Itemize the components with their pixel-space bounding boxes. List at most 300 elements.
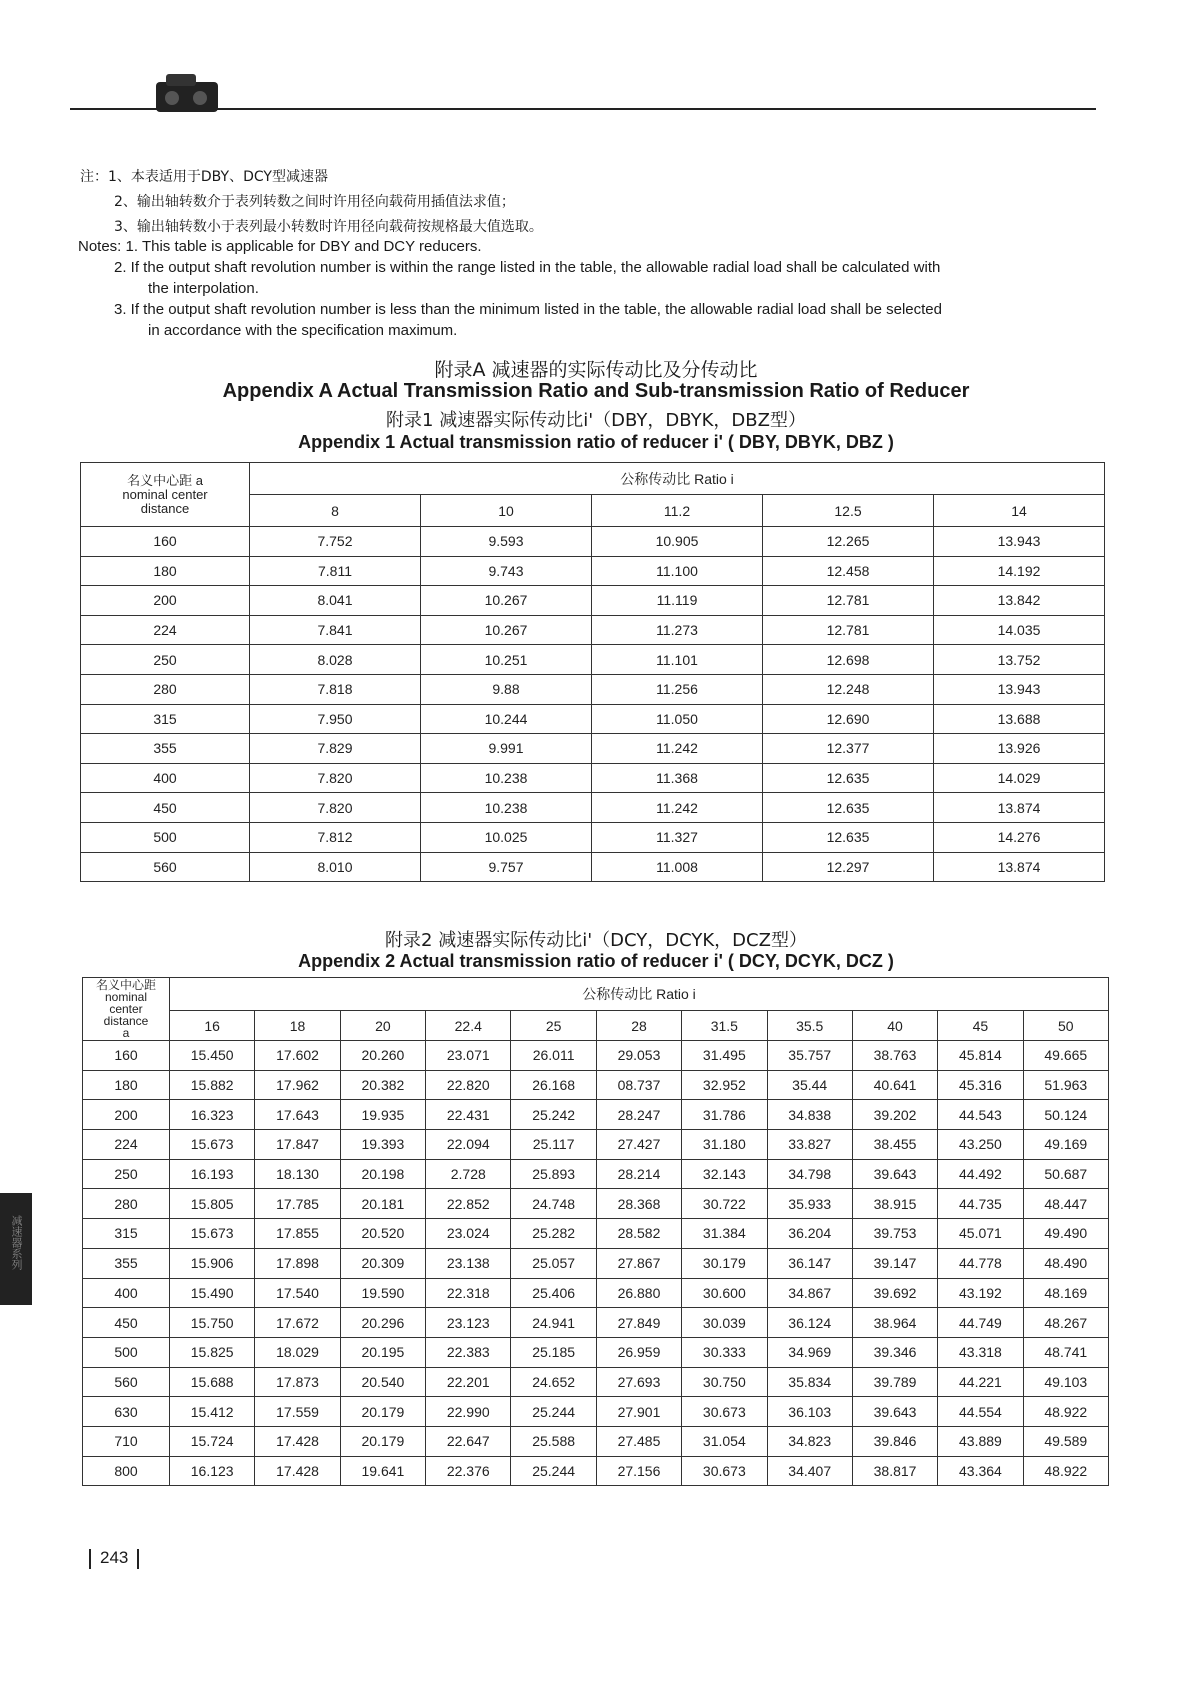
row-header-line: nominal center [122, 486, 208, 502]
ratio-cell: 15.412 [170, 1397, 255, 1427]
ratio-cell: 48.741 [1023, 1337, 1108, 1367]
ratio-cell: 33.827 [767, 1130, 852, 1160]
page-number [80, 1548, 148, 1569]
ratio-cell: 24.748 [511, 1189, 596, 1219]
ratio-cell: 18.130 [255, 1159, 340, 1189]
ratio-cell: 49.103 [1023, 1367, 1108, 1397]
ratio-cell: 22.376 [426, 1456, 511, 1486]
center-distance-cell: 710 [83, 1426, 170, 1456]
ratio-cell: 20.195 [340, 1337, 425, 1367]
ratio-cell: 8.010 [250, 852, 421, 882]
ratio-cell: 49.589 [1023, 1426, 1108, 1456]
ratio-cell: 31.786 [682, 1100, 767, 1130]
center-distance-cell: 500 [83, 1337, 170, 1367]
center-distance-cell: 500 [81, 822, 250, 852]
table-row [83, 1130, 1109, 1160]
ratio-cell: 12.635 [763, 822, 934, 852]
header-rule [70, 108, 1096, 110]
ratio-cell: 11.368 [592, 763, 763, 793]
ratio-cell: 27.849 [596, 1308, 681, 1338]
notes-en [78, 236, 1098, 341]
ratio-cell: 17.643 [255, 1100, 340, 1130]
appendix2-title-cn: 附录2 减速器实际传动比i'（DCY，DCYK，DCZ型） [385, 930, 807, 951]
ratio-cell: 13.874 [934, 852, 1105, 882]
center-distance-cell: 400 [81, 763, 250, 793]
ratio-cell: 31.495 [682, 1041, 767, 1071]
ratio-header: 公称传动比 Ratio i [250, 463, 1105, 495]
ratio-cell: 10.905 [592, 527, 763, 557]
table-row [83, 1100, 1109, 1130]
ratio-cell: 20.309 [340, 1248, 425, 1278]
center-distance-cell: 800 [83, 1456, 170, 1486]
center-distance-cell: 200 [83, 1100, 170, 1130]
ratio-cell: 49.665 [1023, 1041, 1108, 1071]
ratio-cell: 12.248 [763, 674, 934, 704]
ratio-cell: 08.737 [596, 1070, 681, 1100]
ratio-cell: 38.763 [852, 1041, 937, 1071]
page-number-text: 243 [100, 1548, 129, 1567]
ratio-cell: 29.053 [596, 1041, 681, 1071]
ratio-cell: 16.123 [170, 1456, 255, 1486]
table-row [81, 615, 1105, 645]
ratio-cell: 22.852 [426, 1189, 511, 1219]
ratio-cell: 25.057 [511, 1248, 596, 1278]
ratio-cell: 13.943 [934, 674, 1105, 704]
ratio-cell: 17.559 [255, 1397, 340, 1427]
appendix-a-title-en: Appendix A Actual Transmission Ratio and Sub-transmission Ratio of Reducer [222, 380, 970, 402]
ratio-cell: 11.100 [592, 556, 763, 586]
notes-en-item: 1. This table is applicable for DBY and DCY reducers. [125, 238, 482, 255]
ratio-cell: 31.384 [682, 1219, 767, 1249]
ratio-cell: 10.238 [421, 763, 592, 793]
ratio-cell: 28.214 [596, 1159, 681, 1189]
ratio-cell: 20.181 [340, 1189, 425, 1219]
page-number-bar [137, 1549, 139, 1569]
notes-en-item: 2. If the output shaft revolution number is within the range listed in the table, the allowable radial load shall be calculated with [114, 259, 941, 276]
ratio-cell: 23.024 [426, 1219, 511, 1249]
ratio-cell: 10.267 [421, 615, 592, 645]
ratio-cell: 11.327 [592, 822, 763, 852]
ratio-cell: 17.785 [255, 1189, 340, 1219]
ratio-cell: 19.935 [340, 1100, 425, 1130]
ratio-cell: 12.781 [763, 586, 934, 616]
ratio-cell: 20.520 [340, 1219, 425, 1249]
ratio-cell: 50.687 [1023, 1159, 1108, 1189]
column-header: 8 [250, 495, 421, 527]
ratio-cell: 35.834 [767, 1367, 852, 1397]
ratio-cell: 39.346 [852, 1337, 937, 1367]
ratio-cell: 24.652 [511, 1367, 596, 1397]
ratio-cell: 9.991 [421, 734, 592, 764]
ratio-cell: 34.867 [767, 1278, 852, 1308]
ratio-cell: 15.906 [170, 1248, 255, 1278]
table-row [81, 674, 1105, 704]
ratio-cell: 40.641 [852, 1070, 937, 1100]
ratio-cell: 45.071 [938, 1219, 1023, 1249]
ratio-cell: 44.735 [938, 1189, 1023, 1219]
ratio-cell: 27.156 [596, 1456, 681, 1486]
column-header: 35.5 [767, 1011, 852, 1041]
row-header-line: 名义中心距 [95, 978, 156, 992]
ratio-cell: 14.276 [934, 822, 1105, 852]
ratio-cell: 11.119 [592, 586, 763, 616]
center-distance-cell: 560 [81, 852, 250, 882]
ratio-cell: 13.752 [934, 645, 1105, 675]
ratio-cell: 8.028 [250, 645, 421, 675]
notes-cn-prefix: 注： [80, 169, 108, 185]
column-header: 25 [511, 1011, 596, 1041]
ratio-cell: 44.221 [938, 1367, 1023, 1397]
ratio-cell: 19.393 [340, 1130, 425, 1160]
ratio-cell: 24.941 [511, 1308, 596, 1338]
ratio-cell: 43.364 [938, 1456, 1023, 1486]
ratio-cell: 11.008 [592, 852, 763, 882]
center-distance-cell: 250 [81, 645, 250, 675]
ratio-cell: 9.88 [421, 674, 592, 704]
ratio-cell: 34.407 [767, 1456, 852, 1486]
ratio-cell: 18.029 [255, 1337, 340, 1367]
ratio-cell: 12.635 [763, 793, 934, 823]
table-row [81, 527, 1105, 557]
table-row [83, 1070, 1109, 1100]
ratio-cell: 39.202 [852, 1100, 937, 1130]
ratio-cell: 23.123 [426, 1308, 511, 1338]
ratio-cell: 48.922 [1023, 1456, 1108, 1486]
ratio-cell: 7.820 [250, 763, 421, 793]
table-row [81, 556, 1105, 586]
ratio-cell: 28.582 [596, 1219, 681, 1249]
ratio-cell: 17.428 [255, 1426, 340, 1456]
ratio-cell: 22.201 [426, 1367, 511, 1397]
ratio-cell: 7.752 [250, 527, 421, 557]
ratio-cell: 27.867 [596, 1248, 681, 1278]
ratio-cell: 9.593 [421, 527, 592, 557]
notes-en-prefix: Notes: [78, 238, 122, 255]
ratio-cell: 25.242 [511, 1100, 596, 1130]
ratio-cell: 25.893 [511, 1159, 596, 1189]
ratio-cell: 30.179 [682, 1248, 767, 1278]
ratio-cell: 17.898 [255, 1248, 340, 1278]
column-header: 10 [421, 495, 592, 527]
ratio-cell: 15.882 [170, 1070, 255, 1100]
ratio-cell: 39.147 [852, 1248, 937, 1278]
ratio-cell: 43.250 [938, 1130, 1023, 1160]
ratio-cell: 12.458 [763, 556, 934, 586]
ratio-cell: 11.242 [592, 793, 763, 823]
ratio-cell: 10.238 [421, 793, 592, 823]
ratio-cell: 25.282 [511, 1219, 596, 1249]
ratio-cell: 25.117 [511, 1130, 596, 1160]
row-header-line: center [109, 1002, 143, 1016]
ratio-cell: 10.251 [421, 645, 592, 675]
center-distance-cell: 400 [83, 1278, 170, 1308]
table-row [83, 1041, 1109, 1071]
ratio-cell: 30.673 [682, 1397, 767, 1427]
table-row [81, 586, 1105, 616]
ratio-cell: 10.244 [421, 704, 592, 734]
table-row [83, 1248, 1109, 1278]
table-row [83, 1308, 1109, 1338]
ratio-cell: 34.823 [767, 1426, 852, 1456]
ratio-cell: 23.138 [426, 1248, 511, 1278]
row-header-cell [81, 463, 250, 527]
center-distance-cell: 355 [83, 1248, 170, 1278]
ratio-cell: 38.455 [852, 1130, 937, 1160]
ratio-cell: 36.124 [767, 1308, 852, 1338]
ratio-cell: 48.447 [1023, 1189, 1108, 1219]
ratio-cell: 17.428 [255, 1456, 340, 1486]
ratio-cell: 30.750 [682, 1367, 767, 1397]
ratio-cell: 13.842 [934, 586, 1105, 616]
side-tab [0, 1193, 32, 1305]
ratio-cell: 48.267 [1023, 1308, 1108, 1338]
center-distance-cell: 450 [81, 793, 250, 823]
ratio-cell: 20.260 [340, 1041, 425, 1071]
table-row [83, 1397, 1109, 1427]
ratio-cell: 27.427 [596, 1130, 681, 1160]
ratio-cell: 34.969 [767, 1337, 852, 1367]
column-header: 31.5 [682, 1011, 767, 1041]
table-row [81, 645, 1105, 675]
ratio-cell: 44.492 [938, 1159, 1023, 1189]
ratio-cell: 17.873 [255, 1367, 340, 1397]
column-header-row [83, 1011, 1109, 1041]
ratio-cell: 13.943 [934, 527, 1105, 557]
ratio-cell: 30.333 [682, 1337, 767, 1367]
row-header-line: a [122, 1026, 130, 1040]
ratio-cell: 15.825 [170, 1337, 255, 1367]
row-header-line: 名义中心距 a [127, 472, 203, 488]
row-header-line: distance [103, 1014, 149, 1028]
ratio-cell: 39.789 [852, 1367, 937, 1397]
ratio-cell: 16.323 [170, 1100, 255, 1130]
ratio-cell: 17.540 [255, 1278, 340, 1308]
notes-en-item-cont: the interpolation. [148, 280, 259, 297]
ratio-cell: 20.198 [340, 1159, 425, 1189]
ratio-cell: 28.368 [596, 1189, 681, 1219]
center-distance-cell: 224 [83, 1130, 170, 1160]
ratio-cell: 48.169 [1023, 1278, 1108, 1308]
ratio-cell: 12.781 [763, 615, 934, 645]
center-distance-cell: 355 [81, 734, 250, 764]
ratio-cell: 49.490 [1023, 1219, 1108, 1249]
ratio-cell: 39.753 [852, 1219, 937, 1249]
ratio-cell: 32.952 [682, 1070, 767, 1100]
ratio-cell: 13.688 [934, 704, 1105, 734]
appendix2-table [82, 977, 1109, 1486]
ratio-cell: 44.554 [938, 1397, 1023, 1427]
center-distance-cell: 315 [83, 1219, 170, 1249]
column-header: 20 [340, 1011, 425, 1041]
ratio-cell: 39.692 [852, 1278, 937, 1308]
ratio-cell: 15.673 [170, 1219, 255, 1249]
notes-en-item-cont: in accordance with the specification maximum. [148, 322, 458, 339]
center-distance-cell: 315 [81, 704, 250, 734]
column-header: 50 [1023, 1011, 1108, 1041]
ratio-cell: 11.242 [592, 734, 763, 764]
ratio-cell: 27.485 [596, 1426, 681, 1456]
ratio-cell: 11.273 [592, 615, 763, 645]
ratio-cell: 27.693 [596, 1367, 681, 1397]
notes-cn-item: 1、本表适用于DBY、DCY型减速器 [108, 169, 328, 185]
table-row [83, 1159, 1109, 1189]
ratio-cell: 7.841 [250, 615, 421, 645]
ratio-cell: 44.778 [938, 1248, 1023, 1278]
column-header: 22.4 [426, 1011, 511, 1041]
page-number-bar [89, 1549, 91, 1569]
ratio-cell: 26.168 [511, 1070, 596, 1100]
ratio-cell: 13.926 [934, 734, 1105, 764]
ratio-cell: 22.383 [426, 1337, 511, 1367]
ratio-cell: 22.094 [426, 1130, 511, 1160]
ratio-cell: 12.265 [763, 527, 934, 557]
ratio-cell: 26.011 [511, 1041, 596, 1071]
ratio-cell: 44.749 [938, 1308, 1023, 1338]
center-distance-cell: 630 [83, 1397, 170, 1427]
ratio-cell: 28.247 [596, 1100, 681, 1130]
ratio-cell: 15.688 [170, 1367, 255, 1397]
ratio-cell: 11.101 [592, 645, 763, 675]
ratio-cell: 14.035 [934, 615, 1105, 645]
appendix1-title-cn: 附录1 减速器实际传动比i'（DBY，DBYK，DBZ型） [386, 410, 806, 431]
ratio-cell: 17.855 [255, 1219, 340, 1249]
table-row [83, 1367, 1109, 1397]
ratio-cell: 10.267 [421, 586, 592, 616]
row-header-cell [83, 978, 170, 1041]
ratio-cell: 11.256 [592, 674, 763, 704]
center-distance-cell: 280 [81, 674, 250, 704]
ratio-cell: 15.750 [170, 1308, 255, 1338]
table-row [81, 704, 1105, 734]
table-row [83, 1219, 1109, 1249]
center-distance-cell: 450 [83, 1308, 170, 1338]
ratio-cell: 15.724 [170, 1426, 255, 1456]
notes-cn-item: 3、输出轴转数小于表列最小转数时许用径向载荷按规格最大值选取。 [114, 219, 543, 235]
center-distance-cell: 224 [81, 615, 250, 645]
ratio-cell: 25.406 [511, 1278, 596, 1308]
ratio-cell: 2.728 [426, 1159, 511, 1189]
ratio-cell: 12.698 [763, 645, 934, 675]
appendix-a-title-cn: 附录A 减速器的实际传动比及分传动比 [434, 359, 758, 381]
ratio-cell: 38.915 [852, 1189, 937, 1219]
ratio-cell: 34.838 [767, 1100, 852, 1130]
table-row [83, 1189, 1109, 1219]
ratio-cell: 35.44 [767, 1070, 852, 1100]
ratio-cell: 44.543 [938, 1100, 1023, 1130]
ratio-cell: 22.647 [426, 1426, 511, 1456]
ratio-cell: 20.179 [340, 1426, 425, 1456]
ratio-cell: 20.179 [340, 1397, 425, 1427]
ratio-cell: 36.204 [767, 1219, 852, 1249]
center-distance-cell: 250 [83, 1159, 170, 1189]
ratio-cell: 34.798 [767, 1159, 852, 1189]
ratio-cell: 25.244 [511, 1397, 596, 1427]
ratio-cell: 7.818 [250, 674, 421, 704]
ratio-cell: 7.811 [250, 556, 421, 586]
ratio-cell: 27.901 [596, 1397, 681, 1427]
ratio-cell: 22.318 [426, 1278, 511, 1308]
appendix1-table [80, 462, 1105, 882]
notes-cn [80, 165, 543, 240]
ratio-cell: 10.025 [421, 822, 592, 852]
ratio-cell: 9.743 [421, 556, 592, 586]
notes-en-item: 3. If the output shaft revolution number is less than the minimum listed in the table, the allowable radial load shall be selected [114, 301, 942, 318]
table-row [81, 852, 1105, 882]
ratio-cell: 26.959 [596, 1337, 681, 1367]
ratio-cell: 43.192 [938, 1278, 1023, 1308]
column-header: 12.5 [763, 495, 934, 527]
ratio-cell: 20.296 [340, 1308, 425, 1338]
table-row [81, 822, 1105, 852]
ratio-cell: 31.054 [682, 1426, 767, 1456]
ratio-cell: 7.829 [250, 734, 421, 764]
ratio-cell: 16.193 [170, 1159, 255, 1189]
ratio-cell: 22.820 [426, 1070, 511, 1100]
ratio-cell: 7.950 [250, 704, 421, 734]
ratio-cell: 30.600 [682, 1278, 767, 1308]
ratio-cell: 25.185 [511, 1337, 596, 1367]
table-row [83, 1426, 1109, 1456]
center-distance-cell: 200 [81, 586, 250, 616]
row-header-line: distance [140, 500, 190, 516]
ratio-cell: 32.143 [682, 1159, 767, 1189]
ratio-cell: 11.050 [592, 704, 763, 734]
ratio-cell: 14.029 [934, 763, 1105, 793]
ratio-cell: 30.039 [682, 1308, 767, 1338]
ratio-cell: 15.490 [170, 1278, 255, 1308]
ratio-cell: 23.071 [426, 1041, 511, 1071]
column-header: 16 [170, 1011, 255, 1041]
ratio-cell: 43.318 [938, 1337, 1023, 1367]
center-distance-cell: 180 [81, 556, 250, 586]
ratio-cell: 36.147 [767, 1248, 852, 1278]
ratio-cell: 39.643 [852, 1159, 937, 1189]
column-header: 14 [934, 495, 1105, 527]
ratio-cell: 17.602 [255, 1041, 340, 1071]
ratio-cell: 17.672 [255, 1308, 340, 1338]
ratio-cell: 43.889 [938, 1426, 1023, 1456]
table-row [81, 793, 1105, 823]
ratio-cell: 12.635 [763, 763, 934, 793]
appendix2-title-en: Appendix 2 Actual transmission ratio of reducer i' ( DCY, DCYK, DCZ ) [298, 951, 894, 971]
ratio-cell: 7.820 [250, 793, 421, 823]
table-row [83, 1278, 1109, 1308]
ratio-cell: 31.180 [682, 1130, 767, 1160]
ratio-cell: 50.124 [1023, 1100, 1108, 1130]
ratio-cell: 39.846 [852, 1426, 937, 1456]
ratio-cell: 12.297 [763, 852, 934, 882]
column-header: 11.2 [592, 495, 763, 527]
side-tab-label: 减速器系列 [10, 1215, 23, 1270]
column-header: 45 [938, 1011, 1023, 1041]
ratio-cell: 8.041 [250, 586, 421, 616]
ratio-cell: 19.641 [340, 1456, 425, 1486]
column-header: 28 [596, 1011, 681, 1041]
ratio-cell: 38.817 [852, 1456, 937, 1486]
ratio-cell: 25.588 [511, 1426, 596, 1456]
ratio-cell: 48.490 [1023, 1248, 1108, 1278]
ratio-cell: 12.690 [763, 704, 934, 734]
ratio-cell: 36.103 [767, 1397, 852, 1427]
ratio-cell: 17.847 [255, 1130, 340, 1160]
ratio-cell: 49.169 [1023, 1130, 1108, 1160]
table-row [83, 1456, 1109, 1486]
column-header: 40 [852, 1011, 937, 1041]
ratio-cell: 48.922 [1023, 1397, 1108, 1427]
ratio-cell: 22.990 [426, 1397, 511, 1427]
appendix1-title-en: Appendix 1 Actual transmission ratio of reducer i' ( DBY, DBYK, DBZ ) [298, 432, 894, 452]
ratio-cell: 15.805 [170, 1189, 255, 1219]
